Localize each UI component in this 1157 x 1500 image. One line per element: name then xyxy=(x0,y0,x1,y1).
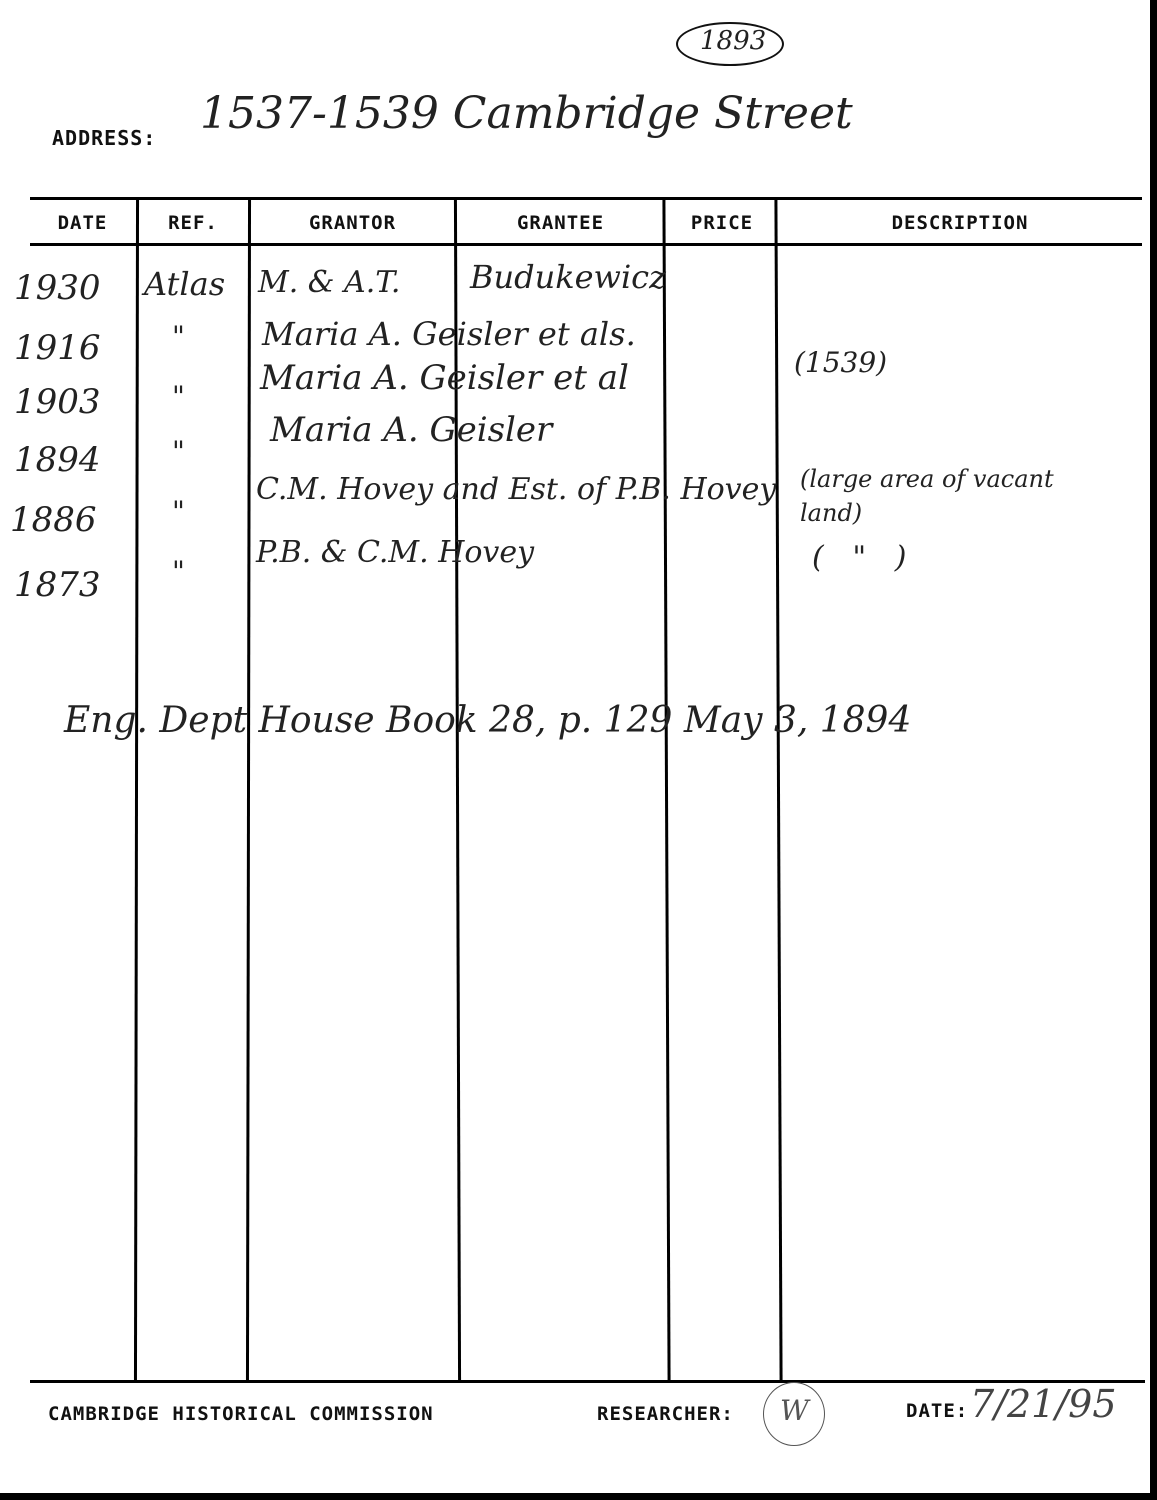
row-grantor: P.B. & C.M. Hovey xyxy=(256,535,535,570)
table-top-rule xyxy=(30,197,1142,200)
address-label: ADDRESS: xyxy=(52,126,157,150)
address-value: 1537-1539 Cambridge Street xyxy=(200,88,853,139)
row-date: 1873 xyxy=(14,565,101,605)
col-header-price: PRICE xyxy=(690,212,754,234)
col-divider xyxy=(246,200,251,1380)
row-description: (large area of vacant land) xyxy=(800,465,1054,527)
row-ref: " xyxy=(172,380,185,413)
row-grantor: Maria A. Geisler xyxy=(270,410,553,450)
stamp-year: 1893 xyxy=(700,26,767,56)
researcher-initials: W xyxy=(780,1394,809,1427)
page-edge-bottom xyxy=(0,1493,1157,1500)
row-date: 1894 xyxy=(14,440,101,480)
commission-name: CAMBRIDGE HISTORICAL COMMISSION xyxy=(48,1403,434,1425)
row-date: 1930 xyxy=(14,268,101,308)
row-description: ( " ) xyxy=(812,540,907,575)
date-label: DATE: xyxy=(906,1400,969,1422)
row-date: 1886 xyxy=(10,500,97,540)
page-edge-right xyxy=(1150,0,1157,1500)
row-date: 1916 xyxy=(14,328,101,368)
col-divider xyxy=(662,200,670,1380)
col-header-date: DATE xyxy=(57,212,108,234)
col-header-grantor: GRANTOR xyxy=(308,212,397,234)
row-description: (1539) xyxy=(794,346,888,379)
row-grantee: Budukewicz xyxy=(470,258,666,296)
col-header-ref: REF. xyxy=(168,212,218,234)
source-note: Eng. Dept House Book 28, p. 129 May 3, 1894 xyxy=(64,700,912,741)
col-divider xyxy=(134,200,139,1380)
row-grantor: Maria A. Geisler et al xyxy=(260,358,629,398)
row-ref: " xyxy=(172,555,185,588)
row-ref: " xyxy=(172,320,185,353)
row-ref: Atlas xyxy=(144,265,226,303)
row-date: 1903 xyxy=(14,382,101,422)
row-ref: " xyxy=(172,435,185,468)
col-header-description: DESCRIPTION xyxy=(891,212,1029,234)
row-ref: " xyxy=(172,495,185,528)
row-grantor: C.M. Hovey and Est. of P.B. Hovey xyxy=(256,472,777,507)
date-value: 7/21/95 xyxy=(970,1382,1117,1426)
table-header-rule xyxy=(30,243,1142,246)
col-divider xyxy=(774,200,782,1380)
row-grantor: Maria A. Geisler et als. xyxy=(262,315,636,353)
col-header-grantee: GRANTEE xyxy=(516,212,605,234)
row-grantor: M. & A.T. xyxy=(258,265,401,300)
researcher-label: RESEARCHER: xyxy=(597,1403,734,1425)
